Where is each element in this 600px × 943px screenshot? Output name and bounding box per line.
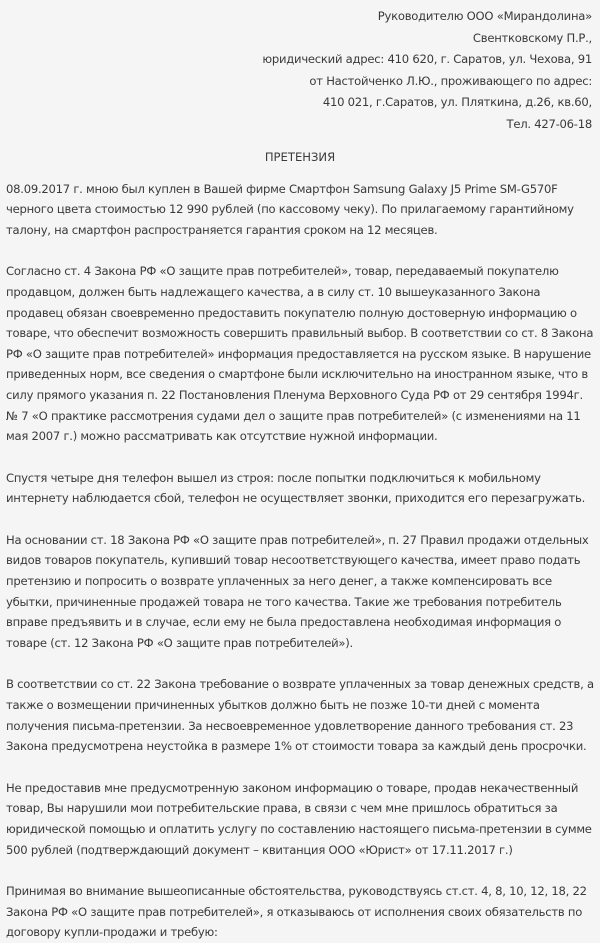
paragraph-legal-costs: Не предоставив мне предусмотренную законом информацию о товаре, продав некачественный товар, Вы нарушили мои потребительские права, в связи с чем мне пришлось обратиться за юридической помощью и оплатить услугу по составлению настоящего письма-претензии в сумме 500 рублей (подтверждающий документ – квитанция ООО «Юрист» от 17.11.2017 г.) <box>6 780 592 857</box>
paragraph-purchase: 08.09.2017 г. мною был куплен в Вашей фирме Смартфон Samsung Galaxy J5 Prime SM-G570F черного цвета стоимостью 12 990 рублей (по кассовому чеку). По прилагаемому гарантийному талону, на смартфон распространяется гарантия сроком на 12 месяцев. <box>6 181 574 237</box>
paragraph-legal-basis-information: Согласно ст. 4 Закона РФ «О защите прав потребителей», товар, передаваемый покупателю продавцом, должен быть надлежащего качества, а в силу ст. 10 вышеуказанного Закона продавец обязан своевременно предоставить покупателю полную достоверную информацию о товаре, что обеспечит возможность совершить правильный выбор. В соответствии со ст. 8 Закона РФ «О защите прав потребителей» информация предоставляется на русском языке. В нарушение приведенных норм, все сведения о смартфоне были исключительно на иностранном языке, что в силу прямого указания п. 22 Постановления Пленума Верховного Суда РФ от 29 сентября 1994г. № 7 «О практике рассмотрения судами дел о защите прав потребителей» (с изменениями на 11 мая 2007 г.) можно рассматривать как отсутствие нужной информации. <box>6 264 594 444</box>
sender-name: от Настойченко Л.Ю., проживающего по адрес: <box>309 73 592 88</box>
sender-address: 410 021, г.Саратов, ул. Пляткина, д.26, кв.60, <box>322 95 592 110</box>
document-title: ПРЕТЕНЗИЯ <box>264 149 336 164</box>
addressee-name: Свентковскому П.Р., <box>472 30 592 45</box>
sender-phone: Тел. 427-06-18 <box>506 116 592 131</box>
addressee-legal-address: юридический адрес: 410 620, г. Саратов, ул. Чехова, 91 <box>262 52 592 67</box>
addressee-block <box>6 0 594 136</box>
addressee-company: Руководителю ООО «Мирандолина» <box>377 9 592 23</box>
paragraph-defect: Спустя четыре дня телефон вышел из строя: после попытки подключиться к мобильному интернету наблюдается сбой, телефон не осуществляет звонки, приходится его перезагружать. <box>6 470 586 506</box>
paragraph-deadline-penalty: В соответствии со ст. 22 Закона требование о возврате уплаченных за товар денежных средств, а также о возмещении причиненных убытков должно быть не позже 10-ти дней с момента получения письма-претензии. За несвоевременное удовлетворение данного требования ст. 23 Закона предусмотрена неустойка в размере 1% от стоимости товара за каждый день просрочки. <box>6 677 594 754</box>
paragraph-refund-right: На основании ст. 18 Закона РФ «О защите прав потребителей», п. 27 Правил продажи отдельных видов товаров покупатель, купивший товар несоответствующего качества, имеет право подать претензию и попросить о возврате уплаченных за него денег, а также компенсировать все убытки, причиненные продажей товара не того качества. Такие же требования потребитель вправе предъявить и в случае, если ему не была предоставлена необходимая информация о товаре (ст. 12 Закона РФ «О защите прав потребителей»). <box>6 532 589 650</box>
document-body <box>6 179 594 943</box>
paragraph-demands-intro: Принимая во внимание вышеописанные обстоятельства, руководствуясь ст.ст. 4, 8, 10, 12, 18, 22 Закона РФ «О защите прав потребителей», я отказываюсь от исполнения своих обязательств по договору купли-продажи и требую: <box>6 884 587 940</box>
